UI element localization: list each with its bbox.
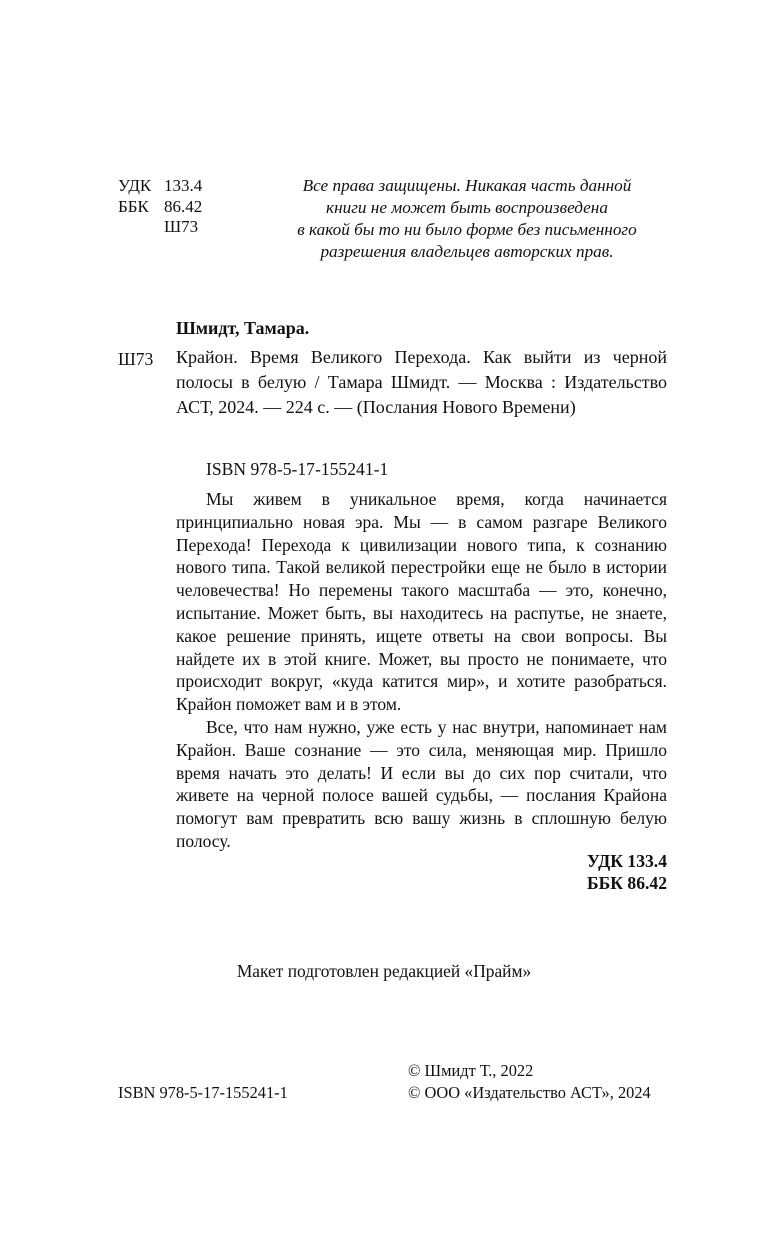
bbk-label: ББК (118, 197, 149, 216)
rights-line-2: книги не может быть воспроизведена (326, 198, 608, 217)
index-codes (560, 850, 667, 894)
rights-line-4: разрешения владельцев авторских прав. (320, 242, 614, 261)
author-sign-row (118, 217, 198, 237)
rights-line-3: в какой бы то ни было форме без письменного (297, 220, 637, 239)
isbn-bottom: ISBN 978-5-17-155241-1 (118, 1083, 288, 1102)
bbk-row (118, 197, 202, 217)
rights-notice (262, 175, 672, 263)
rights-line-1: Все права защищены. Никакая часть данной (302, 176, 632, 195)
record-code: Ш73 (118, 349, 154, 369)
copyright-publisher: © ООО «Издательство АСТ», 2024 (408, 1083, 651, 1102)
layout-credit: Макет подготовлен редакцией «Прайм» (236, 961, 532, 981)
annotation-paragraph-1: Мы живем в уникальное время, когда начинается принципиально новая эра. Мы — в самом разгаре Великого Перехода! Перехода к цивилизации нового типа, к сознанию нового типа. Такой великой перестройки еще не было в истории человечества! Но перемены такого масштаба — это, конечно, испытание. Может быть, вы находитесь на распутье, не знаете, какое решение принять, ищете ответы на свои вопросы. Вы найдете их в этой книге. Может, вы просто не понимаете, что происходит вокруг, «куда катится мир», и хотите разобраться. Крайон поможет вам и в этом. (176, 489, 667, 715)
udk-row (118, 176, 202, 196)
record-isbn: ISBN 978-5-17-155241-1 (206, 459, 389, 479)
annotation (176, 488, 667, 853)
bibliographic-description: Крайон. Время Великого Перехода. Как выйти из черной полосы в белую / Тамара Шмидт. — Москва : Издательство АСТ, 2024. — 224 с. — (Послания Нового Времени) (176, 347, 667, 417)
author-heading: Шмидт, Тамара. (176, 318, 310, 338)
copyright-author: © Шмидт Т., 2022 (408, 1061, 534, 1080)
bbk-value: 86.42 (164, 197, 203, 216)
index-udk: УДК 133.4 (587, 851, 667, 871)
udk-value: 133.4 (164, 176, 203, 195)
udk-label: УДК (118, 176, 152, 195)
index-bbk: ББК 86.42 (586, 873, 667, 893)
annotation-paragraph-2: Все, что нам нужно, уже есть у нас внутри, напоминает нам Крайон. Ваше сознание — это сила, меняющая мир. Пришло время начать это делать! И если вы до сих пор считали, что живете на черной полосе вашей судьбы, — послания Крайона помогут вам превратить всю вашу жизнь в сплошную белую полосу. (176, 716, 667, 851)
author-sign: Ш73 (164, 217, 199, 236)
